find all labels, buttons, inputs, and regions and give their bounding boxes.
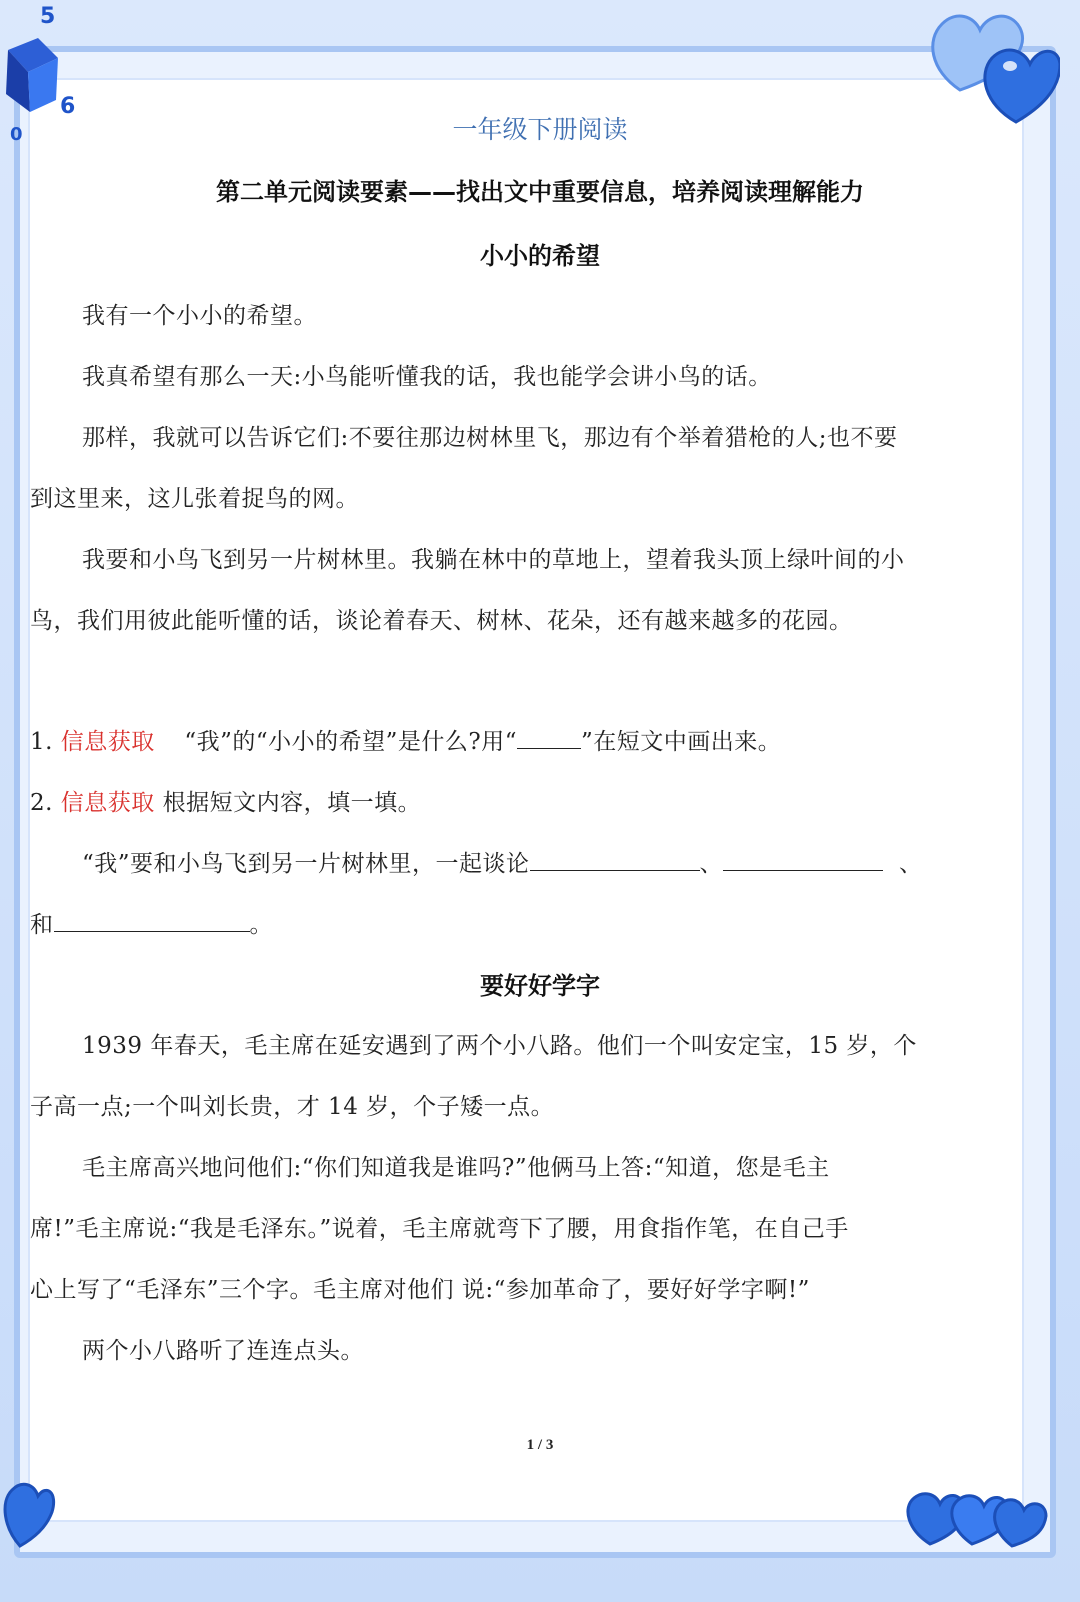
question-2-number: 2.: [30, 790, 53, 816]
fill-blank-3[interactable]: [54, 909, 250, 932]
hearts-icon-bottom-right: [900, 1474, 1050, 1554]
fill-and-word: 和: [30, 912, 54, 938]
question-2-fill-text: “我”要和小鸟飞到另一片树林里，一起谈论: [82, 851, 530, 877]
question-2-tag: 信息获取: [60, 790, 155, 816]
question-2: [30, 784, 421, 817]
story1-title: 小小的希望: [480, 242, 600, 270]
heart-icon-bottom-left: [0, 1470, 60, 1550]
decor-digit-5: 5: [40, 4, 56, 29]
story1-paragraph-4-line-2: 鸟，我们用彼此能听懂的话，谈论着春天、树林、花朵，还有越来越多的花园。: [30, 608, 853, 634]
story1-paragraph-4-line-1: 我要和小鸟飞到另一片树林里。我躺在林中的草地上，望着我头顶上绿叶间的小: [82, 547, 905, 573]
story1-paragraph-1: 我有一个小小的希望。: [82, 303, 317, 329]
question-2-fill-line-1: [82, 845, 923, 878]
story2-paragraph-2-line-3: 心上写了“毛泽东”三个字。毛主席对他们 说:“参加革命了，要好好学字啊!”: [30, 1277, 810, 1303]
story2-paragraph-1-line-1: 1939 年春天，毛主席在延安遇到了两个小八路。他们一个叫安定宝，15 岁，个: [82, 1033, 917, 1059]
question-2-text: 根据短文内容，填一填。: [162, 790, 422, 816]
page-number: 1 / 3: [526, 1437, 554, 1453]
question-1-blank[interactable]: [517, 726, 581, 749]
question-2-fill-line-2: [30, 906, 273, 939]
question-1-text-a: “我”的“小小的希望”是什么?用“: [184, 729, 518, 755]
story1-paragraph-2: 我真希望有那么一天:小鸟能听懂我的话，我也能学会讲小鸟的话。: [82, 364, 772, 390]
fill-separator-2: 、: [899, 851, 923, 877]
question-1-tag: 信息获取: [60, 729, 155, 755]
story1-paragraph-3-line-1: 那样，我就可以告诉它们:不要往那边树林里飞，那边有个举着猎枪的人;也不要: [82, 425, 898, 451]
question-1: [30, 723, 781, 756]
unit-title: 第二单元阅读要素——找出文中重要信息，培养阅读理解能力: [216, 178, 864, 206]
fill-blank-1[interactable]: [530, 848, 700, 871]
question-1-text-b: ”在短文中画出来。: [581, 729, 782, 755]
fill-blank-2[interactable]: [723, 848, 883, 871]
grade-title: 一年级下册阅读: [452, 115, 628, 144]
story2-paragraph-3: 两个小八路听了连连点头。: [82, 1338, 364, 1364]
story2-title: 要好好学字: [480, 972, 600, 1000]
story2-paragraph-2-line-1: 毛主席高兴地问他们:“你们知道我是谁吗?”他俩马上答:“知道，您是毛主: [82, 1155, 830, 1181]
fill-end-mark: 。: [249, 912, 273, 938]
decor-digit-6: 6: [60, 94, 76, 119]
question-1-number: 1.: [30, 729, 53, 755]
story2-paragraph-2-line-2: 席!”毛主席说:“我是毛泽东。”说着，毛主席就弯下了腰，用食指作笔，在自己手: [30, 1216, 849, 1242]
fill-separator-1: 、: [699, 851, 724, 877]
decor-digit-0: 0: [10, 124, 23, 145]
story1-paragraph-3-line-2: 到这里来，这儿张着捉鸟的网。: [30, 486, 359, 512]
story2-paragraph-1-line-2: 子高一点;一个叫刘长贵，才 14 岁，个子矮一点。: [30, 1094, 555, 1120]
